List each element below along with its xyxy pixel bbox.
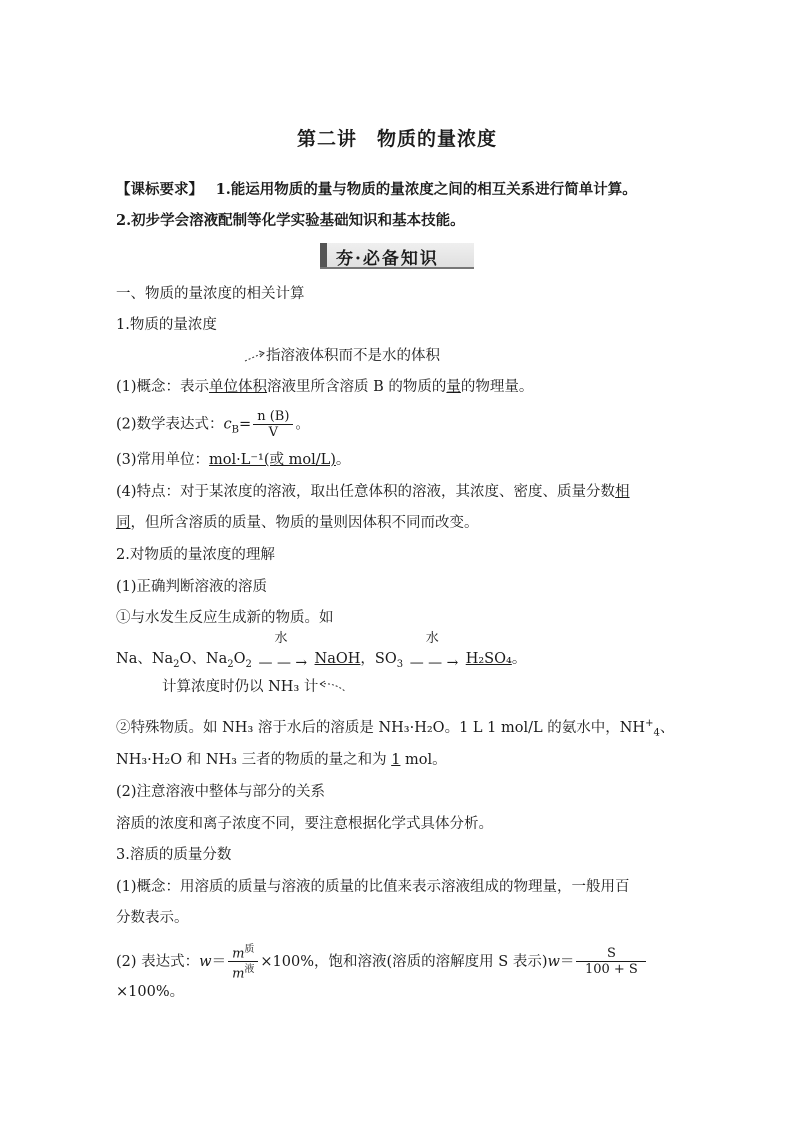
concept-middle: 溶液里所含溶质 B 的物质的 bbox=[267, 379, 447, 395]
special-line-1: ②特殊物质。如 NH₃ 溶于水后的溶质是 NH₃·H₂O。1 L 1 mol/L 的氨水中，$NH^+_4$、 bbox=[116, 718, 675, 739]
mass-expression-mid: ×100%，饱和溶液(溶质的溶解度用 S 表示) bbox=[260, 953, 548, 970]
heading-mass-fraction: 3.溶质的质量分数 bbox=[116, 847, 232, 863]
mass-concept-line-1: (1)概念：用溶质的质量与溶液的质量的比值来表示溶液组成的物理量，一般用百 bbox=[116, 879, 630, 895]
unit-line bbox=[116, 450, 350, 470]
special-underline: 1 bbox=[391, 752, 401, 768]
feature-underline-1: 相 bbox=[615, 484, 630, 500]
dashed-curve-icon bbox=[318, 680, 348, 694]
annotation-volume-text: 指溶液体积而不是水的体积 bbox=[266, 348, 440, 364]
concept-underline-1: 单位体积 bbox=[209, 379, 268, 395]
feature-text-2: ，但所含溶质的质量、物质的量则因体积不同而改变。 bbox=[130, 515, 479, 531]
whole-part-text: 溶质的浓度和离子浓度不同，要注意根据化学式具体分析。 bbox=[116, 816, 493, 832]
concept-line bbox=[116, 377, 533, 397]
concentration-fraction bbox=[253, 409, 293, 440]
feature-underline-2: 同 bbox=[116, 515, 131, 531]
mass-expression-tail: ×100%。 bbox=[116, 984, 185, 1000]
subheading-whole-part: (2)注意溶液中整体与部分的关系 bbox=[116, 784, 326, 800]
expression-line: (2)数学表达式：$c_B=$ $\frac{n (B)}{V}$ 。 bbox=[116, 409, 310, 440]
fraction2-denominator: 100 + S bbox=[584, 962, 638, 978]
feature-line-2 bbox=[116, 513, 479, 533]
requirement-item-2: 2.初步学会溶液配制等化学实验基础知识和基本技能。 bbox=[116, 212, 465, 229]
product-naoh: NaOH bbox=[314, 651, 361, 667]
expression-prefix: (2)数学表达式： bbox=[116, 416, 224, 433]
section-heading-1: 一、物质的量浓度的相关计算 bbox=[116, 286, 305, 302]
mass-expression-line: (2) 表达式：w＝ $\frac{m^质}{m^液}$ ×100%，饱和溶液(溶质的溶解度用 S 表示)w＝ $\frac{S}{100 + S}$ bbox=[116, 942, 648, 982]
annotation-volume bbox=[244, 346, 440, 366]
mass-fraction-1: $\frac{m^质}{m^液}$ bbox=[228, 942, 258, 982]
banner-title: 夯·必备知识 bbox=[336, 249, 439, 269]
annotation-nh3-text: 计算浓度时仍以 NH₃ 计 bbox=[162, 679, 319, 695]
dashed-arrow-icon bbox=[244, 349, 266, 363]
fraction-numerator: n (B) bbox=[253, 409, 293, 425]
special-suffix: mol。 bbox=[400, 752, 447, 768]
banner-accent-bar bbox=[320, 243, 327, 267]
special-text-1: ②特殊物质。如 NH₃ 溶于水后的溶质是 NH₃·H₂O。1 L 1 mol/L 的氨水中，NH bbox=[116, 719, 646, 736]
heading-molar-concentration: 1.物质的量浓度 bbox=[116, 317, 217, 333]
mass-fraction-2 bbox=[576, 946, 646, 977]
fraction-denominator: V bbox=[268, 425, 278, 440]
unit-value: mol·L⁻¹(或 mol/L) bbox=[209, 452, 336, 468]
concept-underline-2: 量 bbox=[446, 379, 461, 395]
circle-item-1: ①与水发生反应生成新的物质。如 bbox=[116, 610, 334, 626]
curriculum-requirements-line1 bbox=[116, 180, 637, 200]
heading-understanding: 2.对物质的量浓度的理解 bbox=[116, 547, 275, 563]
reaction-arrow-2: 水 — — → bbox=[409, 631, 459, 671]
expression-suffix: 。 bbox=[295, 416, 310, 433]
page-title: 第二讲 物质的量浓度 bbox=[296, 128, 497, 150]
fraction2-numerator: S bbox=[576, 946, 646, 962]
unit-prefix: (3)常用单位： bbox=[116, 452, 210, 468]
arrow-label-water-1: 水 bbox=[274, 631, 288, 646]
feature-line-1 bbox=[116, 482, 630, 502]
special-line-2 bbox=[116, 750, 447, 770]
requirements-label: 【课标要求】 bbox=[116, 181, 203, 198]
unit-suffix: 。 bbox=[335, 452, 351, 468]
reaction-arrow-1: 水 — — → bbox=[258, 631, 308, 671]
special-text-2: NH₃·H₂O 和 NH₃ 三者的物质的量之和为 bbox=[116, 752, 392, 768]
product-h2so4: H₂SO₄ bbox=[465, 651, 512, 667]
mass-expression-prefix: (2) 表达式： bbox=[116, 953, 200, 970]
feature-text-1: (4)特点：对于某浓度的溶液，取出任意体积的溶液，其浓度、密度、质量分数 bbox=[116, 484, 616, 500]
requirement-item-1: 1.能运用物质的量与物质的量浓度之间的相互关系进行简单计算。 bbox=[215, 181, 637, 198]
concept-prefix: (1)概念：表示 bbox=[116, 379, 210, 395]
reaction-line: Na、$Na_2O$、$Na_2O_2$ 水 — — → NaOH，$SO_3$ 水 — — → H₂SO₄。 bbox=[116, 631, 527, 671]
arrow-label-water-2: 水 bbox=[425, 631, 439, 646]
annotation-nh3 bbox=[162, 677, 348, 697]
section-banner bbox=[320, 243, 474, 269]
subheading-solute: (1)正确判断溶液的溶质 bbox=[116, 579, 268, 595]
mass-concept-line-2: 分数表示。 bbox=[116, 910, 189, 926]
concept-suffix: 的物理量。 bbox=[460, 379, 534, 395]
